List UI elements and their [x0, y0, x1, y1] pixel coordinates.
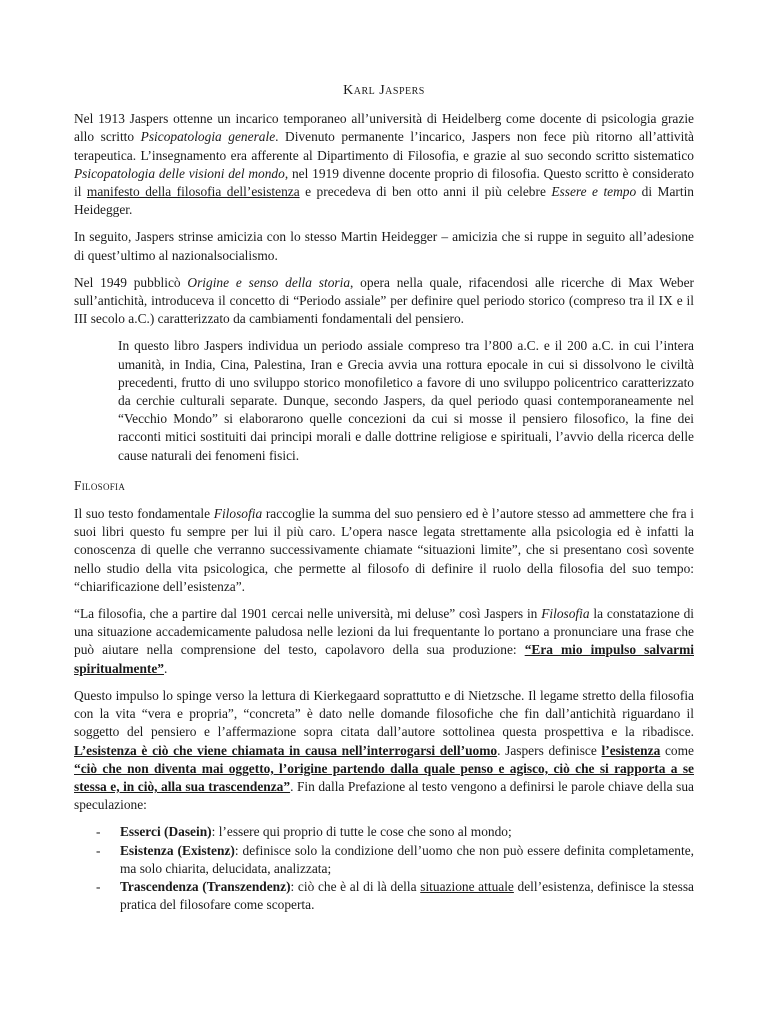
p1-text-i: di Martin Heidegger. [74, 184, 694, 218]
paragraph-origine [74, 274, 694, 329]
section-heading-filosofia: Filosofia [74, 477, 126, 493]
list-dash: - [96, 842, 101, 858]
p6-definizione-esistenza: “ciò che non diventa mai oggetto, l’origine partendo dalla quale penso e agisco, ciò che si rapporta a se stessa e, in ciò, alla sua trascendenza” [74, 760, 694, 794]
term-trascendenza-rest: dell’esistenza, definisce la stessa pratica del filosofare come scoperta. [120, 878, 694, 913]
p6-text-c: . Jaspers definisce [497, 742, 602, 758]
p1-text-c: . Divenuto permanente l’incarico, Jaspers non fece più ritorno all’attività terapeutica. L’insegnamento era afferente al Dipartimento di Filosofia, e grazie al suo secondo scritto sistematico [74, 129, 694, 163]
document-title: Karl Jaspers [343, 83, 425, 98]
document-page [74, 82, 694, 914]
p3-book-origine: Origine e senso della storia [187, 274, 351, 290]
p1-text-a: Nel 1913 Jaspers ottenne un incarico temporaneo all’università di Heidelberg come docente di psicologia grazie allo scritto [74, 111, 694, 145]
p1-underlined-manifesto: manifesto della filosofia dell’esistenza [86, 184, 300, 200]
p1-book-psicopatologia: Psicopatologia generale [140, 129, 276, 145]
term-esserci-text: : l’essere qui proprio di tutte le cose che sono al mondo; [211, 824, 512, 840]
p6-esistenza-causa: L’esistenza è ciò che viene chiamata in causa nell’interrogarsi dell’uomo [74, 742, 498, 758]
term-esistenza: Esistenza (Existenz) [120, 842, 235, 858]
block-quote-periodo-assiale: In questo libro Jaspers individua un periodo assiale compreso tra l’800 a.C. e il 200 a.C. in cui l’intera umanità, in India, Cina, Palestina, Iran e Grecia avvia una rottura epocale in cui si dissolvono le civiltà precedenti, frutto di uno sviluppo storico monofiletico a favore di uno sviluppo policentrico caratterizzato da cerchie culturali separate. Dunque, secondo Jaspers, da quel periodo quasi contemporaneamente nel “Vecchio Mondo” si elaborarono quelle concezioni da cui si mosse il pensiero filosofico, la fine dei racconti mitici sostituiti dai principi morali e dalle dottrine religiose e spirituali, l’avvio della ricerca delle cause naturali dei fenomeni fisici. [118, 338, 694, 463]
list-item-esserci [74, 823, 694, 841]
term-esistenza-text: : definisce solo la condizione dell’uomo che non può essere definita completamente, ma solo chiarita, delucidata, analizzata; [120, 842, 695, 876]
paragraph-kierkegaard [74, 687, 694, 814]
term-esserci: Esserci (Dasein) [120, 824, 212, 840]
p5-text-e: . [164, 660, 168, 676]
p1-book-visioni: Psicopatologia delle visioni del mondo [74, 165, 285, 181]
p5-text-c: la constatazione di una situazione accademicamente paludosa nelle lezioni da lui frequentante lo portano a pronunciare una frase che può aiutare nella comprensione del testo, capolavoro della sua produzione: [74, 606, 695, 658]
paragraph-heidelberg [74, 110, 694, 219]
term-trascendenza-underlined: situazione attuale [420, 878, 514, 894]
p3-text-c: , opera nella quale, rifacendosi alle ricerche di Max Weber sull’antichità, introduceva il concetto di “Periodo assiale” per definire quel periodo storico (compreso tra il IX e il III secolo a.C.) caratterizzato da cambiamenti fondamentali del pensiero. [74, 274, 694, 327]
key-terms-list [74, 823, 694, 914]
term-trascendenza: Trascendenza (Transzendenz) [120, 878, 291, 894]
term-trascendenza-text: : ciò che è al di là della [290, 878, 421, 894]
p1-text-e: , nel 1919 divenne docente proprio di filosofia. Questo scritto è considerato il [74, 165, 695, 200]
p6-esistenza-word: l’esistenza [601, 742, 661, 758]
p5-book-filosofia: Filosofia [541, 606, 590, 622]
list-item-esistenza [74, 842, 694, 878]
paragraph-deluse [74, 605, 694, 678]
list-dash: - [96, 824, 101, 840]
p4-text-c: raccoglie la summa del suo pensiero ed è l’autore stesso ad ammettere che fra i suoi libri questo fu sempre per lui il più caro. L’opera nasce legata strettamente alla psicologia ed è infatti la conoscenza di quelle che verranno successivamente chiamate “situazioni limite”, che si presentano così sovente nello studio della vita psicologica, che permette al filosofo di definire il ruolo della filosofia del suo tempo: “chiarificazione dell’esistenza”. [74, 506, 694, 594]
list-item-trascendenza [74, 878, 694, 914]
p6-text-g: . Fin dalla Prefazione al testo vengono a definirsi le parole chiave della sua speculazione: [74, 778, 695, 813]
paragraph-testo-fondamentale [74, 505, 694, 596]
p1-book-essere-tempo: Essere e tempo [551, 184, 637, 200]
p5-quote-impulso: “Era mio impulso salvarmi spiritualmente” [74, 642, 694, 676]
p4-text-a: Il suo testo fondamentale [74, 506, 214, 522]
p4-book-filosofia: Filosofia [213, 506, 263, 522]
p5-text-a: “La filosofia, che a partire dal 1901 cercai nelle università, mi deluse” così Jaspers in [74, 606, 542, 622]
p3-text-a: Nel 1949 pubblicò [74, 274, 188, 290]
paragraph-heidegger: In seguito, Jaspers strinse amicizia con lo stesso Martin Heidegger – amicizia che si ruppe in seguito all’adesione di quest’ultimo al nazionalsocialismo. [74, 229, 694, 263]
p1-text-g: e precedeva di ben otto anni il più celebre [299, 184, 552, 200]
p6-text-e: come [660, 742, 694, 758]
list-dash: - [96, 878, 101, 894]
p6-text-a: Questo impulso lo spinge verso la lettura di Kierkegaard soprattutto e di Nietzsche. Il legame stretto della filosofia con la vita “vera e propria”, “concreta” è dato nelle domande filosofiche che fin dall’antichità riguardano il soggetto del pensiero e l’affermazione sopra citata dall’autore sottolinea questa prospettiva e la ribadisce. [74, 687, 694, 740]
